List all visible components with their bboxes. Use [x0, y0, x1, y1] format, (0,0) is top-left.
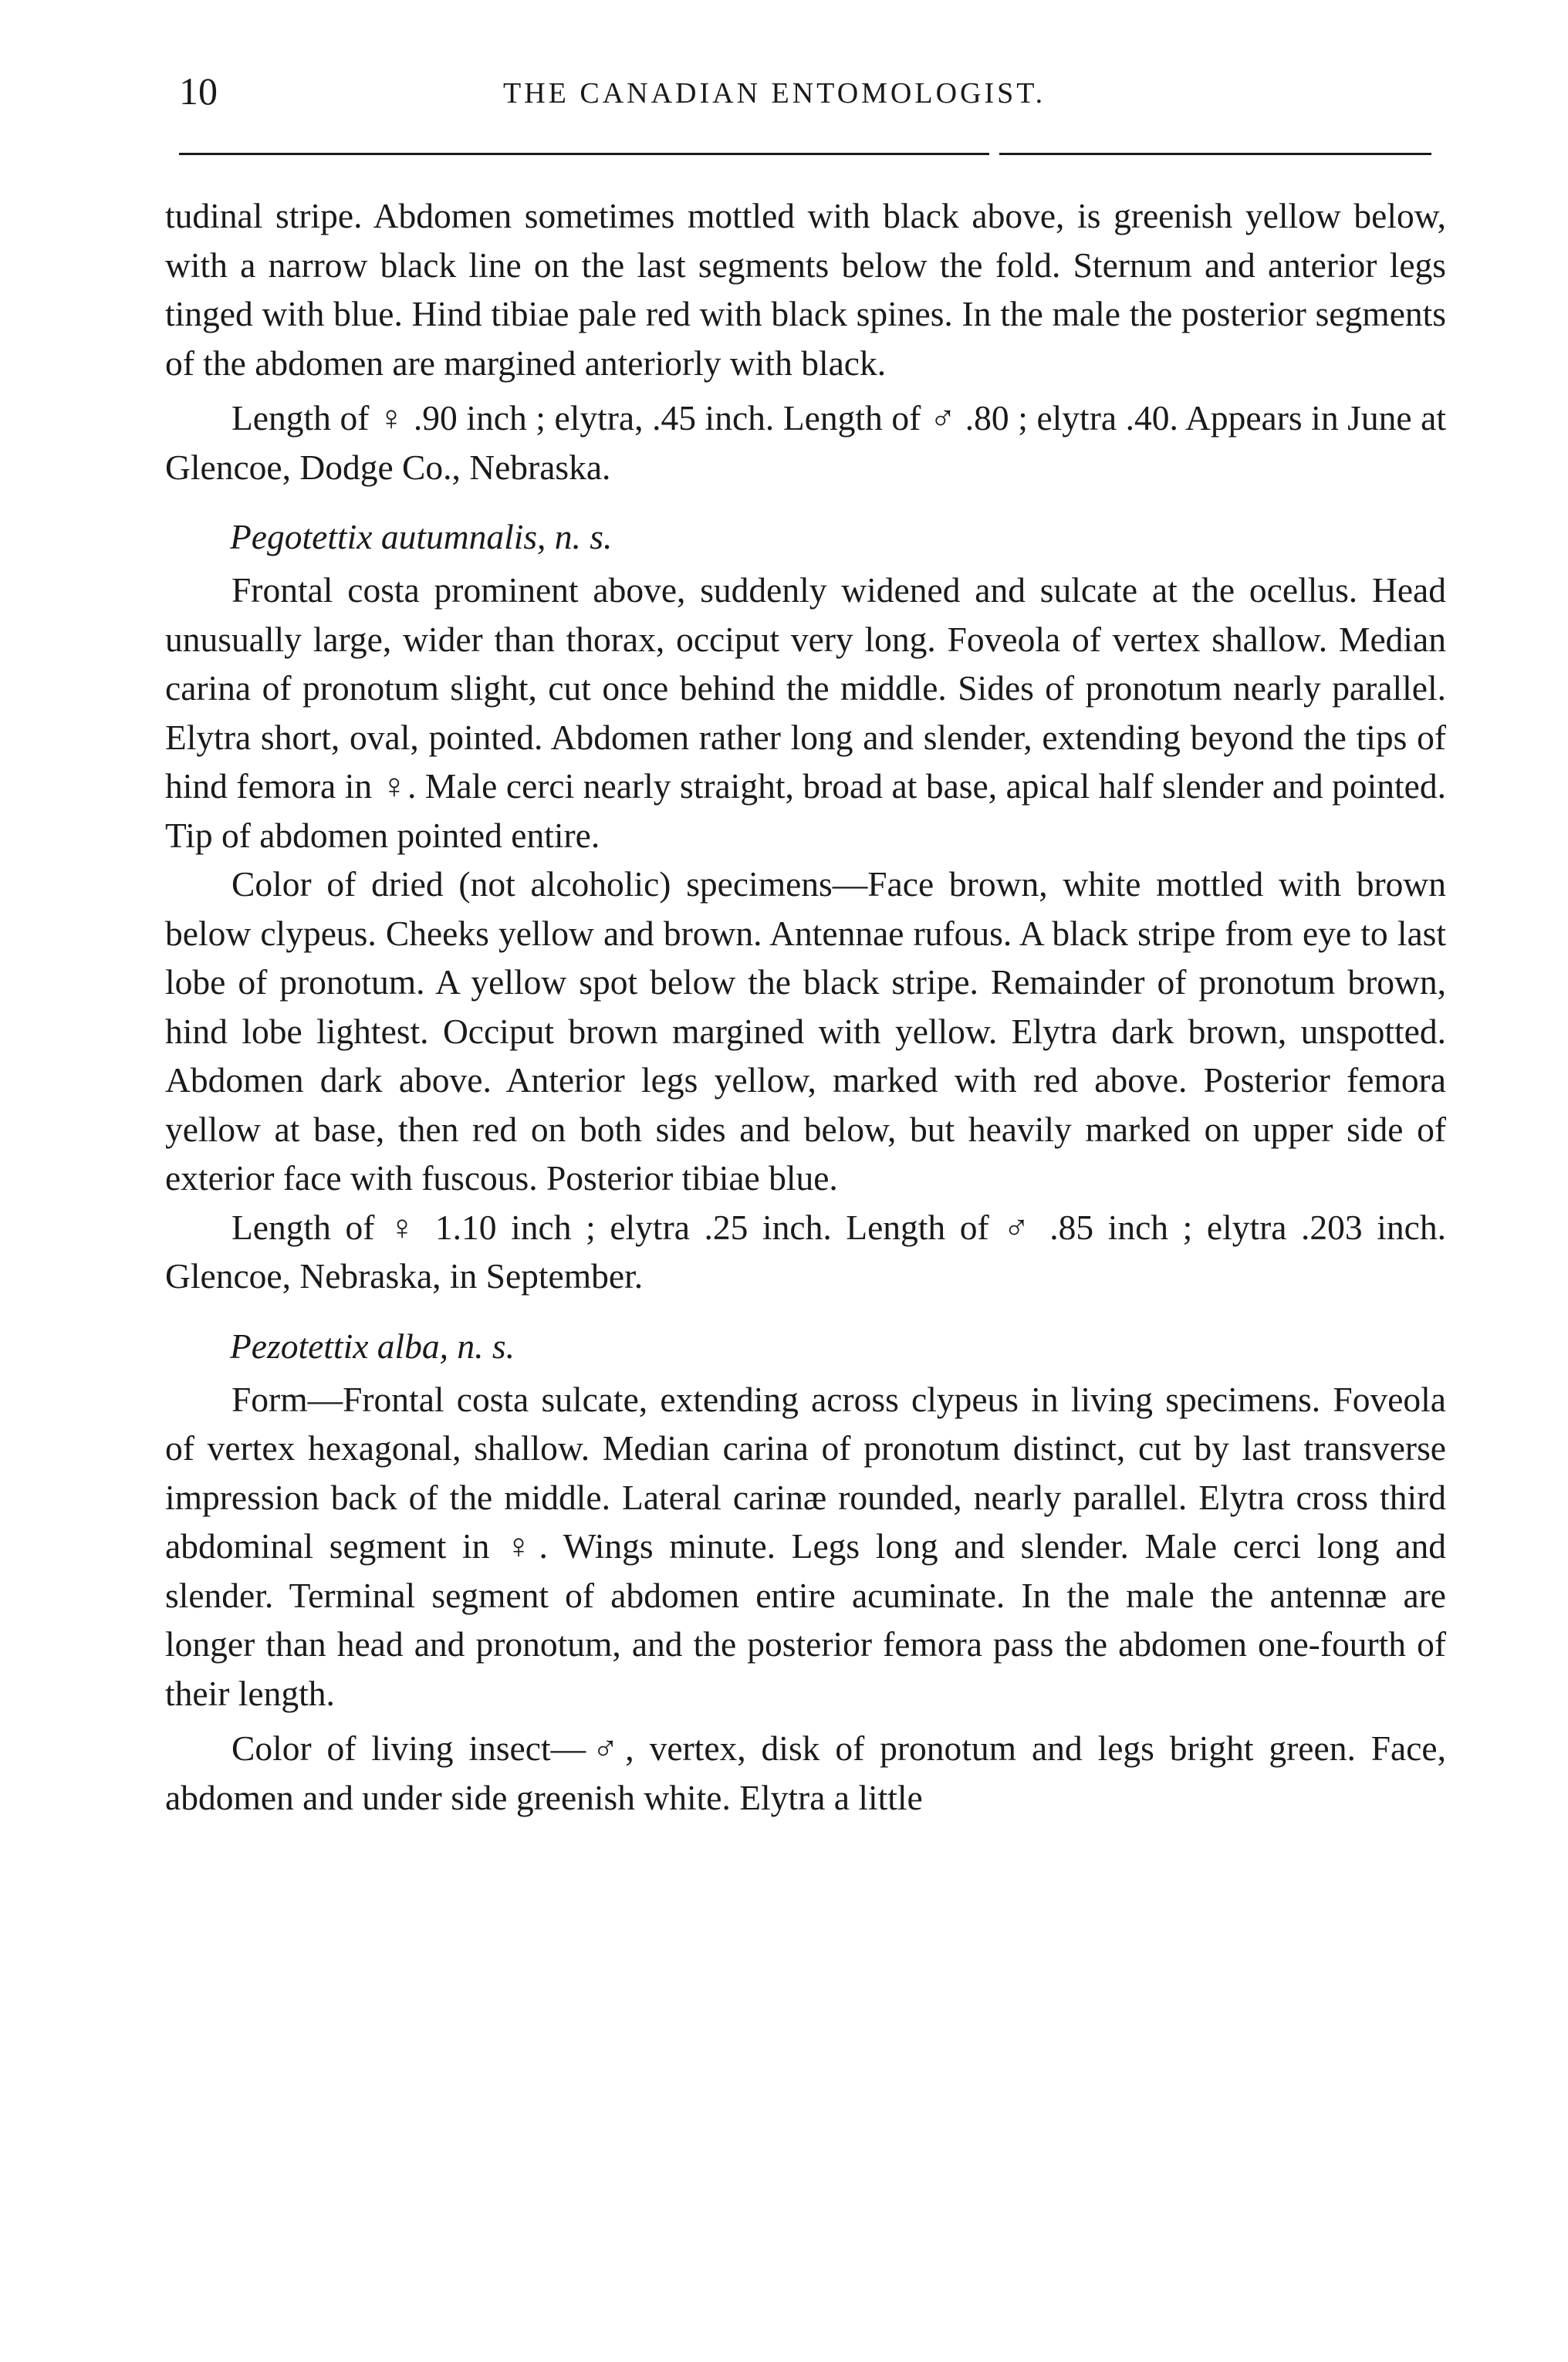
page-number: 10: [179, 69, 218, 113]
species-heading: Pegotettix autumnalis, n. s.: [230, 517, 613, 556]
header-rule-right: [999, 153, 1431, 155]
paragraph-measurements: Length of ♀ .90 inch ; elytra, .45 inch. Length of ♂ .80 ; elytra .40. Appears in June at Glencoe, Dodge Co., Nebraska.: [165, 398, 1446, 487]
header-rule-left: [179, 153, 989, 155]
paragraph-color: Color of dried (not alcoholic) specimens—Face brown, white mottled with brown below clypeus. Cheeks yellow and brown. Antennae rufous. A black stripe from eye to last lobe of pronotum. A yellow spot below the black stripe. Remainder of pronotum brown, hind lobe lightest. Occiput brown margined with yellow. Elytra dark brown, unspotted. Abdomen dark above. Anterior legs yellow, marked with red above. Posterior femora yellow at base, then red on both sides and below, but heavily marked on upper side of exterior face with fuscous. Posterior tibiae blue.: [165, 864, 1446, 1198]
paragraph-measurements: Length of ♀ 1.10 inch ; elytra .25 inch. Length of ♂ .85 inch ; elytra .203 inch. Glencoe, Nebraska, in September.: [165, 1207, 1446, 1296]
paragraph-description: Frontal costa prominent above, suddenly widened and sulcate at the ocellus. Head unusually large, wider than thorax, occiput very long. Foveola of vertex shallow. Median carina of pronotum slight, cut once behind the middle. Sides of pronotum nearly parallel. Elytra short, oval, pointed. Abdomen rather long and slender, extending beyond the tips of hind femora in ♀. Male cerci nearly straight, broad at base, apical half slender and pointed. Tip of abdomen pointed entire.: [165, 570, 1446, 855]
running-head: THE CANADIAN ENTOMOLOGIST.: [503, 77, 1046, 110]
paragraph-color: Color of living insect—♂, vertex, disk of pronotum and legs bright green. Face, abdomen and under side greenish white. Elytra a little: [165, 1728, 1446, 1817]
body-text: [165, 191, 1446, 1822]
paragraph-form: Form—Frontal costa sulcate, extending across clypeus in living specimens. Foveola of vertex hexagonal, shallow. Median carina of pronotum distinct, cut by last transverse impression back of the middle. Lateral carinæ rounded, nearly parallel. Elytra cross third abdominal segment in ♀. Wings minute. Legs long and slender. Male cerci long and slender. Terminal segment of abdomen entire acuminate. In the male the antennæ are longer than head and pronotum, and the posterior femora pass the abdomen one-fourth of their length.: [165, 1379, 1446, 1713]
page-header: [179, 68, 1429, 122]
species-heading: Pezotettix alba, n. s.: [230, 1326, 515, 1366]
paragraph-continuation: tudinal stripe. Abdomen sometimes mottled with black above, is greenish yellow below, with a narrow black line on the last segments below the fold. Sternum and anterior legs tinged with blue. Hind tibiae pale red with black spines. In the male the posterior segments of the abdomen are margined anteriorly with black.: [165, 196, 1446, 383]
